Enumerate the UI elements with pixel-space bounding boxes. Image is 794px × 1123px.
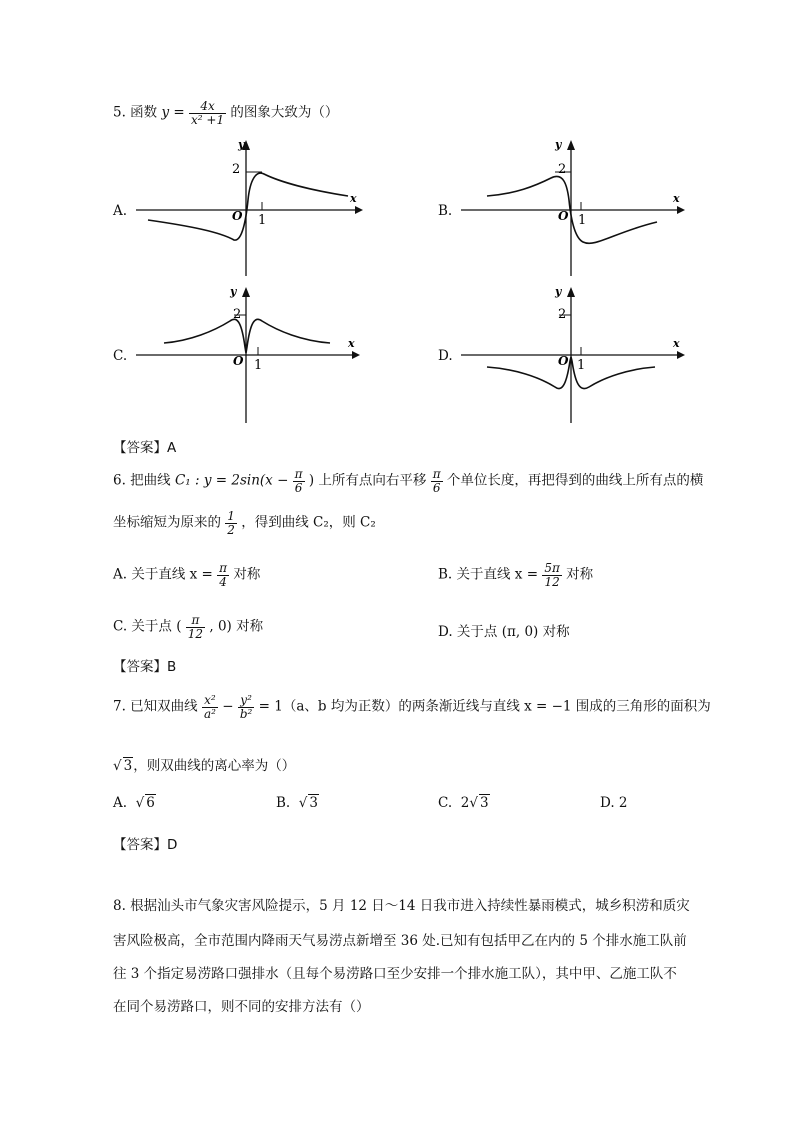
svg-text:1: 1 bbox=[258, 213, 267, 228]
q6-option-c: C. 关于点 ( $\frac{\pi}{12}$ , 0) 对称 bbox=[113, 613, 264, 641]
q6-stem-line1: 6. 把曲线 C₁ : y = 2sin(x − $\frac{\pi}{6}$ ) 上所有点向右平移 $\frac{\pi}{6}$ 个单位长度，再把得到的曲线上所有点的横 bbox=[113, 467, 704, 495]
q7-option-c: C. 2√ 3 bbox=[438, 795, 489, 811]
q5-answer: 【答案】A bbox=[113, 440, 177, 456]
q5-option-a-label: A. bbox=[113, 203, 128, 219]
q5-graph-b bbox=[455, 138, 695, 278]
label-two: 2 bbox=[232, 162, 241, 177]
q5-graph-c bbox=[130, 285, 370, 425]
svg-text:y: y bbox=[230, 285, 237, 298]
q6-answer: 【答案】B bbox=[113, 659, 177, 675]
q6-option-a: A. 关于直线 x = $\frac{\pi}{4}$ 对称 bbox=[113, 561, 261, 589]
q5-option-d-label: D. bbox=[438, 348, 453, 364]
q6-stem-line2: 坐标缩短为原来的 $\frac{1}{2}$ ，得到曲线 C₂，则 C₂ bbox=[113, 509, 376, 537]
q8-line3: 往 3 个指定易涝路口强排水（且每个易涝路口至少安排一个排水施工队），其中甲、乙施工队不 bbox=[113, 966, 677, 982]
svg-text:y: y bbox=[238, 138, 245, 151]
svg-text:1: 1 bbox=[254, 358, 263, 373]
svg-text:2: 2 bbox=[233, 307, 242, 322]
q8-line4: 在同个易涝路口，则不同的安排方法有（） bbox=[113, 999, 370, 1015]
svg-text:1: 1 bbox=[577, 358, 586, 373]
q7-option-b: B. √ 3 bbox=[276, 795, 318, 811]
svg-text:y: y bbox=[555, 285, 562, 298]
q7-option-d: D. 2 bbox=[600, 795, 628, 811]
svg-text:x: x bbox=[348, 337, 355, 350]
svg-text:2: 2 bbox=[558, 162, 567, 177]
q8-line1: 8. 根据汕头市气象灾害风险提示，5 月 12 日～14 日我市进入持续性暴雨模式，城乡积涝和质灾 bbox=[113, 898, 690, 914]
q5-fraction: $\frac{4x}{\text{x² +1}}$ bbox=[191, 99, 225, 127]
q8-line2: 害风险极高，全市范围内降雨天气易涝点新增至 36 处.已知有包括甲乙在内的 5 个排水施工队前 bbox=[113, 933, 687, 949]
svg-text:2: 2 bbox=[558, 307, 567, 322]
q5-stem: 5. 函数 y = $\frac{4x}{\text{x² +1}}$ 的图象大致为（） bbox=[113, 99, 339, 127]
q7-stem-line1: 7. 已知双曲线 $\frac{\text{x²}}{\text{a²}}$ − $\frac{\text{y²}}{\text{b²}}$ = 1（a、b 均为正数）的两条渐近线与直线 x = −1 围成的三角形的面积为 bbox=[113, 693, 711, 721]
q5-graph-a bbox=[130, 138, 370, 278]
svg-text:x: x bbox=[673, 337, 680, 350]
svg-text:y: y bbox=[555, 138, 562, 151]
q7-option-a: A. √ 6 bbox=[113, 795, 155, 811]
svg-text:x: x bbox=[673, 192, 680, 205]
q5-graph-d bbox=[455, 285, 695, 425]
svg-text:O: O bbox=[233, 354, 244, 368]
q6-option-d: D. 关于点 (π, 0) 对称 bbox=[438, 624, 570, 640]
q7-stem-line2: √ 3，则双曲线的离心率为（） bbox=[113, 758, 296, 774]
q7-answer: 【答案】D bbox=[113, 837, 178, 853]
svg-text:x: x bbox=[350, 192, 357, 205]
svg-text:1: 1 bbox=[578, 213, 587, 228]
svg-text:O: O bbox=[558, 209, 569, 223]
q5-option-c-label: C. bbox=[113, 348, 128, 364]
svg-text:O: O bbox=[558, 354, 569, 368]
svg-text:O: O bbox=[232, 209, 243, 223]
q6-option-b: B. 关于直线 x = $\frac{5\pi}{12}$ 对称 bbox=[438, 561, 594, 589]
q5-option-b-label: B. bbox=[438, 203, 453, 219]
